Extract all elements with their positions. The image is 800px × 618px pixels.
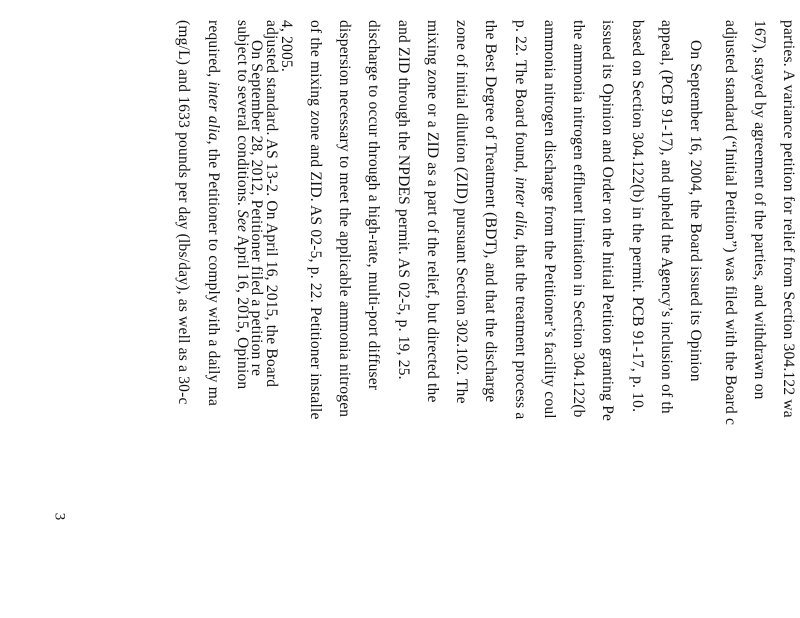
text-line: On September 28, 2012, Petitioner filed a petition re [248,40,265,377]
text-line: subject to several conditions. See April 16, 2015, Opinion [234,20,251,390]
text-line: based on Section 304.122(b) in the permit. PCB 91-17, p. 10. [629,20,646,413]
text-line: discharge to occur through a high-rate, multi-port diffuser [365,20,382,391]
text-line: appeal, (PCB 91-17), and upheld the Agency’s inclusion of th [658,20,675,414]
text-line: the Best Degree of Treatment (BDT), and that the discharge [482,20,499,403]
text-line: ammonia nitrogen discharge from the Petitioner’s facility coul [541,20,558,419]
text-line: dispersion necessary to meet the applicable ammonia nitrogen [336,20,353,418]
text-line: parties. A variance petition for relief from Section 304.122 wa [780,20,797,418]
text-line: adjusted standard. AS 13-2. On April 16, 2015, the Board [263,20,280,388]
page-number: 3 [51,512,68,521]
text-line: (mg/L) and 1633 pounds per day (lbs/day), as well as a 30-c [175,20,192,405]
text-line: p. 22. The Board found, inter alia, that the treatment process a [512,20,529,420]
text-line: On September 16, 2004, the Board issued its Opinion [687,40,704,382]
text-line: issued its Opinion and Order on the Initial Petition granting Pe [599,20,616,422]
text-line: of the mixing zone and ZID. AS 02-5, p. 22. Petitioner installe [307,20,324,420]
rotated-text-block [237,20,797,618]
text-line: zone of initial dilution (ZID) pursuant Section 302.102. The [453,20,470,404]
text-line: required, inter alia, the Petitioner to comply with a daily ma [205,20,222,407]
text-line: mixing zone or a ZID as a part of the relief, but directed the [424,20,441,403]
text-line: adjusted standard (“Initial Petition”) was filed with the Board c [722,20,739,426]
rotated-text-block-continued [0,20,280,618]
text-line: 4, 2005. [278,20,295,72]
text-line: and ZID through the NPDES permit. AS 02-5, p. 19, 25. [395,20,412,380]
text-line: the ammonia nitrogen effluent limitation in Section 304.122(b [570,20,587,418]
text-line: 167), stayed by agreement of the parties, and withdrawn on [751,20,768,400]
